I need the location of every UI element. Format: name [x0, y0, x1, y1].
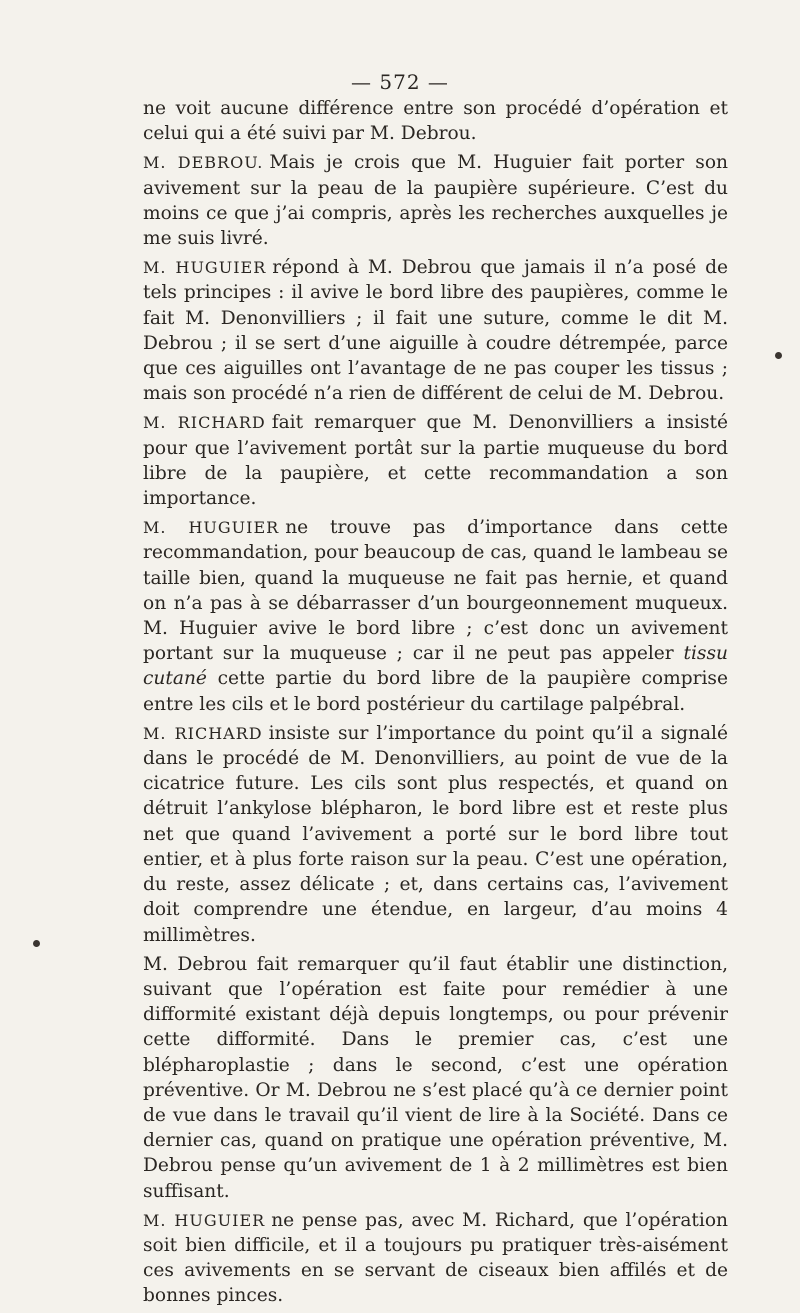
- paragraph-text: cette partie du bord libre de la paupière comprise entre les cils et le bord postérieur du cartilage palpébral.: [143, 668, 728, 715]
- speaker-name: M. HUGUIER: [143, 1210, 266, 1230]
- paragraph-2: [143, 150, 728, 251]
- speaker-name: M. RICHARD: [143, 723, 263, 743]
- paragraph-text: Mais je crois que M. Huguier fait porter son avivement sur la peau de la paupière supérieure. C’est du moins ce que j’ai compris, après les recherches auxquelles je me suis livré.: [143, 152, 728, 250]
- italic-term: tissu cutané: [143, 643, 728, 690]
- paragraph-1: [143, 96, 728, 146]
- paragraph-text: ne pense pas, avec M. Richard, que l’opération soit bien difficile, et il a toujours pu pratiquer très-aisément ces avivements en se servant de ciseaux bien affilés et de bonnes pinces.: [143, 1209, 728, 1307]
- paragraph-text: ne voit aucune différence entre son procédé d’opération et celui qui a été suivi par M. Debrou.: [143, 98, 728, 145]
- paragraph-text: ne trouve pas d’importance dans cette recommandation, pour beaucoup de cas, quand le lambeau se taille bien, quand la muqueuse ne fait pas hernie, et quand on n’a pas à se débarrasser d’un bourgeonnement muqueux. M. Huguier avive le bord libre ; c’est donc un avivement portant sur la muqueuse ; car il ne peut pas appeler: [143, 517, 728, 665]
- paragraph-6: [143, 721, 728, 948]
- paragraph-3: [143, 255, 728, 406]
- ink-speck: [33, 940, 40, 947]
- speaker-name: M. RICHARD: [143, 413, 266, 433]
- paragraph-text: insiste sur l’importance du point qu’il a signalé dans le procédé de M. Denonvilliers, au point de vue de la cicatrice future. Les cils sont plus respectés, et quand on détruit l’ankylose blépharon, le bord libre est et reste plus net que quand l’avivement a porté sur le bord libre tout entier, et à plus forte raison sur la peau. C’est une opération, du reste, assez délicate ; et, dans certains cas, l’avivement doit comprendre une étendue, en largeur, d’au moins 4 millimètres.: [143, 722, 728, 946]
- speaker-name: M. DEBROU.: [143, 153, 264, 173]
- paragraph-4: [143, 410, 728, 511]
- ink-speck: [775, 352, 782, 359]
- paragraph-text: M. Debrou fait remarquer qu’il faut établir une distinction, suivant que l’opération est faite pour remédier à une difformité existant déjà depuis longtemps, ou pour prévenir cette difformité. Dans le premier cas, c’est une blépharoplastie ; dans le second, c’est une opération préventive. Or M. Debrou ne s’est placé qu’à ce dernier point de vue dans le travail qu’il vient de lire à la Société. Dans ce dernier cas, quand on pratique une opération préventive, M. Debrou pense qu’un avivement de 1 à 2 millimètres est bien suffisant.: [143, 953, 728, 1202]
- page-number: — 572 —: [351, 70, 449, 94]
- speaker-name: M. HUGUIER: [143, 518, 280, 538]
- paragraph-text: répond à M. Debrou que jamais il n’a posé de tels principes : il avive le bord libre des paupières, comme le fait M. Denonvilliers ; il fait une suture, comme le dit M. Debrou ; il se sert d’une aiguille à coudre détrempée, parce que ces aiguilles ont l’avantage de ne pas couper les tissus ; mais son procédé n’a rien de différent de celui de M. Debrou.: [143, 257, 728, 405]
- paragraph-text: fait remarquer que M. Denonvilliers a insisté pour que l’avivement portât sur la partie muqueuse du bord libre de la paupière, et cette recommandation a son importance.: [143, 412, 728, 510]
- speaker-name: M. HUGUIER: [143, 258, 267, 278]
- page-body: [143, 96, 728, 1313]
- paragraph-5: [143, 515, 728, 717]
- paragraph-7: [143, 952, 728, 1204]
- paragraph-8: [143, 1208, 728, 1309]
